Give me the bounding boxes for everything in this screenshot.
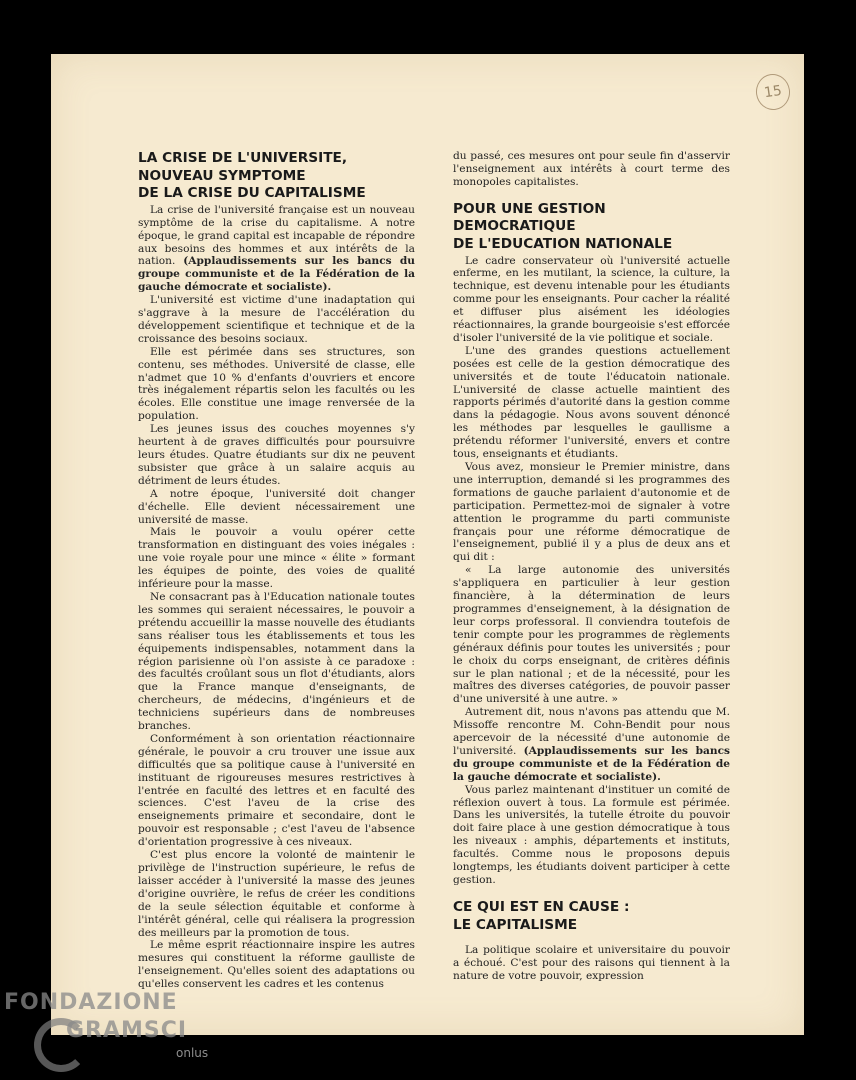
right-column [453,150,730,983]
paragraph: Le cadre conservateur où l'université actuelle enferme, en les mutilant, la science, la culture, la technique, est devenu intenable pour les étudiants comme pour les enseignants. Pour cacher la réalité et diffuser plus aisément les idéologies réactionnaires, la grande bourgeoisie s'est efforcée d'isoler l'université de la vie politique et sociale. [453,254,730,344]
paragraph: Mais le pouvoir a voulu opérer cette transformation en distinguant des voies inégales : une voie royale pour une mince « élite » formant les équipes de pointe, des voies de qualité inférieure pour la masse. [138,526,415,591]
paragraph-continued: du passé, ces mesures ont pour seule fin d'asservir l'enseignement aux intérêts à court terme des monopoles capitalistes. [453,150,730,188]
paragraph: Vous avez, monsieur le Premier ministre, dans une interruption, demandé si les programmes des formations de gauche parlaient d'autonomie et de participation. Permettez-moi de signaler à votre attention le programme du parti communiste français pour une réforme démocratique de l'enseignement, publié il y a plus de deux ans et qui dit : [453,461,730,564]
paragraph: Autrement dit, nous n'avons pas attendu que M. Missoffe rencontre M. Cohn-Bendit pour nous apercevoir de la nécessité d'une autonomie de l'université. (Applaudissements sur les bancs du groupe communiste et de la Fédération de la gauche démocrate et socialiste). [453,706,730,783]
paragraph: Conformément à son orientation réactionnaire générale, le pouvoir a cru trouver une issue aux difficultés que sa politique cause à l'université en instituant de rigoureuses mesures restrictives à l'entrée en faculté des lettres et en faculté des sciences. C'est l'aveu de la crise des enseignements primaire et secondaire, dont le pouvoir est responsable ; c'est l'aveu de l'absence d'orientation progressive à ces niveaux. [138,732,415,849]
section-heading-democratic-management: POUR UNE GESTION DEMOCRATIQUE DE L'EDUCATION NATIONALE [453,200,673,252]
section-heading-crisis: LA CRISE DE L'UNIVERSITE, NOUVEAU SYMPTOME DE LA CRISE DU CAPITALISME [138,150,366,202]
paragraph: C'est plus encore la volonté de maintenir le privilège de l'instruction supérieure, le refus de laisser accéder à l'université la masse des jeunes d'origine ouvrière, le refus de créer les conditions de la seule sélection équitable et conforme à l'intérêt général, celle qui réalisera la progression des meilleurs par la promotion de tous. [138,849,415,939]
paragraph: Ne consacrant pas à l'Education nationale toutes les sommes qui seraient nécessaires, le pouvoir a prétendu accueillir la masse nouvelle des étudiants sans réaliser tous les établissements et tous les équipements indispensables, notamment dans la région parisienne où l'on assiste à ce paradoxe : des facultés croûlant sous un flot d'étudiants, alors que la France manque d'enseignants, de chercheurs, de médecins, d'ingénieurs et de techniciens supérieurs dans de nombreuses branches. [138,590,415,733]
quotation: « La large autonomie des universités s'appliquera en particulier à leur gestion financière, à la détermination de leurs programmes d'enseignement, à la désignation de leur corps professoral. Il conviendra toutefois de tenir compte pour les programmes de règlements généraux définis pour toutes les universités ; pour le choix du corps enseignant, de critères définis sur le plan national ; et de la nécessité, pour les maîtres des diverses catégories, de pouvoir passer d'une université à une autre. » [453,564,730,706]
fondazione-gramsci-watermark: FONDAZIONE GRAMSCI onlus [4,988,234,1080]
section-heading-capitalism: CE QUI EST EN CAUSE : LE CAPITALISME [453,898,630,933]
paragraph: Elle est périmée dans ses structures, son contenu, ses méthodes. Université de classe, elle n'admet que 10 % d'enfants d'ouvriers et encore très inégalement répartis selon les facultés ou les écoles. Elle constitue une image renversée de la population. [138,345,415,423]
paragraph: A notre époque, l'université doit changer d'échelle. Elle devient nécessairement une université de masse. [138,487,415,526]
paragraph: La politique scolaire et universitaire du pouvoir a échoué. C'est pour des raisons qui tiennent à la nature de votre pouvoir, expression [453,944,730,982]
paragraph: Vous parlez maintenant d'instituer un comité de réflexion ouvert à tous. La formule est périmée. Dans les universités, la tutelle étroite du pouvoir doit faire place à une gestion démocratique à tous les niveaux : amphis, départements et instituts, facultés. Comme nous le proposons depuis longtemps, les étudiants doivent participer à cette gestion. [453,783,730,886]
paragraph: L'université est victime d'une inadaptation qui s'aggrave à la mesure de l'accélération du développement scientifique et technique et de la croissance des besoins sociaux. [138,294,415,345]
paragraph: Les jeunes issus des couches moyennes s'y heurtent à de graves difficultés pour poursuivre leurs études. Quatre étudiants sur dix ne peuvent subsister que grâce à un salaire acquis au détriment de leurs études. [138,423,415,487]
document-page [51,54,804,1035]
paragraph: L'une des grandes questions actuellement posées est celle de la gestion démocratique des universités et de toute l'éducatoin nationale. L'université de classe actuelle maintient des rapports périmés d'autorité dans la gestion comme dans la pédagogie. Nous avons souvent dénoncé les méthodes par lesquelles le gaullisme a prétendu réformer l'université, envers et contre tous, enseignants et étudiants. [453,344,730,461]
left-column [138,150,415,991]
page-number-stamp: 15 [754,72,793,112]
paragraph: Le même esprit réactionnaire inspire les autres mesures qui constituent la réforme gaulliste de l'enseignement. Qu'elles soient des adaptations ou qu'elles conservent les cadres et les contenus [138,939,415,991]
paragraph: La crise de l'université française est un nouveau symptôme de la crise du capitalisme. A notre époque, le grand capital est incapable de répondre aux besoins des hommes et aux intérêts de la nation. (Applaudissements sur les bancs du groupe communiste et de la Fédération de la gauche démocrate et socialiste). [138,203,415,294]
